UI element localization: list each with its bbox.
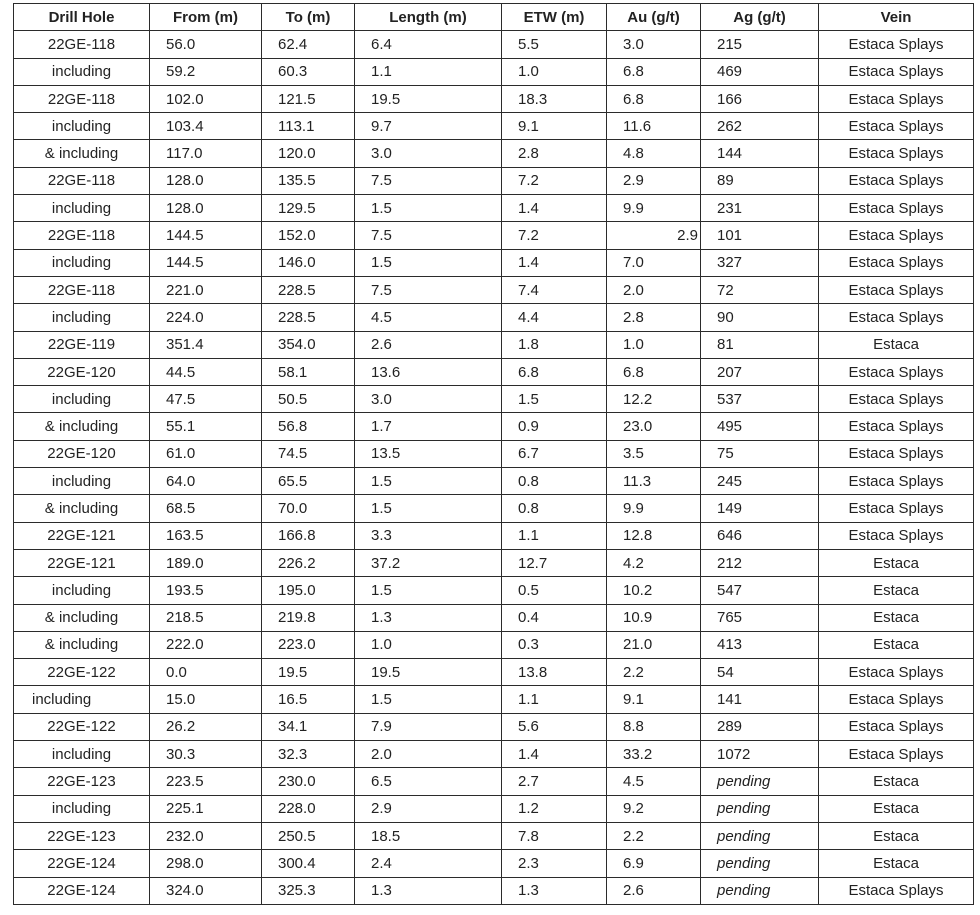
cell-vein: Estaca Splays	[819, 113, 974, 140]
cell-length: 1.3	[355, 604, 502, 631]
table-row	[14, 768, 974, 795]
cell-etw: 0.5	[502, 577, 607, 604]
cell-vein: Estaca	[819, 850, 974, 877]
cell-ag: 231	[701, 195, 819, 222]
cell-vein: Estaca	[819, 604, 974, 631]
cell-ag: 101	[701, 222, 819, 249]
cell-au: 10.9	[607, 604, 701, 631]
cell-to: 129.5	[262, 195, 355, 222]
cell-ag: 166	[701, 85, 819, 112]
table-row	[14, 440, 974, 467]
cell-from: 15.0	[150, 686, 262, 713]
cell-ag: 646	[701, 522, 819, 549]
cell-length: 3.0	[355, 140, 502, 167]
header-length: Length (m)	[355, 4, 502, 31]
cell-etw: 2.8	[502, 140, 607, 167]
cell-from: 223.5	[150, 768, 262, 795]
cell-ag: pending	[701, 822, 819, 849]
cell-etw: 1.4	[502, 741, 607, 768]
cell-to: 113.1	[262, 113, 355, 140]
cell-etw: 2.3	[502, 850, 607, 877]
cell-from: 102.0	[150, 85, 262, 112]
cell-to: 70.0	[262, 495, 355, 522]
cell-to: 230.0	[262, 768, 355, 795]
table-row	[14, 58, 974, 85]
cell-etw: 5.6	[502, 713, 607, 740]
cell-length: 37.2	[355, 549, 502, 576]
table-row	[14, 795, 974, 822]
cell-length: 9.7	[355, 113, 502, 140]
header-vein: Vein	[819, 4, 974, 31]
cell-ag: 537	[701, 386, 819, 413]
cell-to: 62.4	[262, 31, 355, 58]
cell-ag: pending	[701, 877, 819, 904]
cell-au: 11.3	[607, 468, 701, 495]
cell-to: 58.1	[262, 358, 355, 385]
cell-etw: 0.3	[502, 631, 607, 658]
cell-ag: 1072	[701, 741, 819, 768]
cell-au: 2.9	[607, 222, 701, 249]
cell-drill-hole: 22GE-120	[14, 440, 150, 467]
cell-length: 1.5	[355, 195, 502, 222]
cell-etw: 0.8	[502, 468, 607, 495]
cell-from: 117.0	[150, 140, 262, 167]
cell-ag: 212	[701, 549, 819, 576]
cell-length: 3.3	[355, 522, 502, 549]
cell-vein: Estaca Splays	[819, 495, 974, 522]
header-ag: Ag (g/t)	[701, 4, 819, 31]
cell-drill-hole: & including	[14, 413, 150, 440]
cell-from: 64.0	[150, 468, 262, 495]
cell-to: 226.2	[262, 549, 355, 576]
cell-drill-hole: & including	[14, 631, 150, 658]
cell-length: 18.5	[355, 822, 502, 849]
table-row	[14, 276, 974, 303]
cell-au: 3.5	[607, 440, 701, 467]
cell-vein: Estaca	[819, 549, 974, 576]
cell-au: 6.8	[607, 85, 701, 112]
cell-vein: Estaca Splays	[819, 304, 974, 331]
cell-etw: 13.8	[502, 659, 607, 686]
cell-to: 228.0	[262, 795, 355, 822]
cell-au: 4.2	[607, 549, 701, 576]
cell-length: 1.7	[355, 413, 502, 440]
cell-drill-hole: 22GE-118	[14, 31, 150, 58]
table-row	[14, 31, 974, 58]
cell-vein: Estaca	[819, 795, 974, 822]
table-row	[14, 413, 974, 440]
cell-vein: Estaca Splays	[819, 877, 974, 904]
cell-length: 1.0	[355, 631, 502, 658]
cell-drill-hole: including	[14, 249, 150, 276]
cell-au: 9.9	[607, 195, 701, 222]
cell-vein: Estaca	[819, 768, 974, 795]
table-row	[14, 195, 974, 222]
cell-to: 65.5	[262, 468, 355, 495]
cell-drill-hole: including	[14, 386, 150, 413]
cell-to: 250.5	[262, 822, 355, 849]
cell-etw: 18.3	[502, 85, 607, 112]
cell-ag: 81	[701, 331, 819, 358]
cell-vein: Estaca Splays	[819, 58, 974, 85]
cell-ag: 413	[701, 631, 819, 658]
cell-ag: 547	[701, 577, 819, 604]
cell-length: 7.5	[355, 222, 502, 249]
table-row	[14, 850, 974, 877]
cell-ag: pending	[701, 795, 819, 822]
table-row	[14, 549, 974, 576]
cell-ag: 90	[701, 304, 819, 331]
cell-drill-hole: 22GE-119	[14, 331, 150, 358]
cell-au: 21.0	[607, 631, 701, 658]
cell-ag: 54	[701, 659, 819, 686]
cell-drill-hole: 22GE-118	[14, 85, 150, 112]
table-row	[14, 304, 974, 331]
cell-length: 19.5	[355, 85, 502, 112]
assay-results-table	[13, 3, 974, 905]
cell-vein: Estaca Splays	[819, 713, 974, 740]
cell-from: 351.4	[150, 331, 262, 358]
cell-drill-hole: & including	[14, 140, 150, 167]
cell-to: 354.0	[262, 331, 355, 358]
cell-from: 103.4	[150, 113, 262, 140]
cell-ag: 289	[701, 713, 819, 740]
cell-from: 144.5	[150, 222, 262, 249]
cell-drill-hole: 22GE-123	[14, 822, 150, 849]
cell-to: 50.5	[262, 386, 355, 413]
cell-au: 2.0	[607, 276, 701, 303]
cell-drill-hole: including	[14, 795, 150, 822]
cell-drill-hole: 22GE-122	[14, 659, 150, 686]
cell-drill-hole: including	[14, 741, 150, 768]
cell-au: 33.2	[607, 741, 701, 768]
cell-to: 74.5	[262, 440, 355, 467]
cell-au: 4.5	[607, 768, 701, 795]
cell-etw: 0.9	[502, 413, 607, 440]
cell-vein: Estaca Splays	[819, 140, 974, 167]
cell-etw: 6.7	[502, 440, 607, 467]
cell-drill-hole: 22GE-118	[14, 222, 150, 249]
cell-ag: 765	[701, 604, 819, 631]
cell-from: 0.0	[150, 659, 262, 686]
cell-au: 2.2	[607, 822, 701, 849]
table-body	[14, 31, 974, 905]
cell-to: 219.8	[262, 604, 355, 631]
cell-from: 189.0	[150, 549, 262, 576]
cell-vein: Estaca	[819, 631, 974, 658]
cell-ag: 207	[701, 358, 819, 385]
header-au: Au (g/t)	[607, 4, 701, 31]
cell-from: 193.5	[150, 577, 262, 604]
cell-etw: 7.4	[502, 276, 607, 303]
table-row	[14, 140, 974, 167]
cell-vein: Estaca Splays	[819, 85, 974, 112]
cell-vein: Estaca Splays	[819, 686, 974, 713]
cell-to: 120.0	[262, 140, 355, 167]
cell-from: 221.0	[150, 276, 262, 303]
cell-au: 8.8	[607, 713, 701, 740]
cell-to: 228.5	[262, 304, 355, 331]
cell-drill-hole: including	[14, 304, 150, 331]
cell-ag: 149	[701, 495, 819, 522]
cell-etw: 0.4	[502, 604, 607, 631]
cell-au: 12.8	[607, 522, 701, 549]
cell-au: 6.8	[607, 58, 701, 85]
cell-ag: 141	[701, 686, 819, 713]
cell-to: 146.0	[262, 249, 355, 276]
cell-drill-hole: 22GE-124	[14, 877, 150, 904]
cell-vein: Estaca Splays	[819, 358, 974, 385]
cell-vein: Estaca Splays	[819, 249, 974, 276]
cell-au: 9.1	[607, 686, 701, 713]
table-row	[14, 113, 974, 140]
cell-from: 61.0	[150, 440, 262, 467]
cell-length: 1.3	[355, 877, 502, 904]
cell-to: 166.8	[262, 522, 355, 549]
cell-from: 44.5	[150, 358, 262, 385]
cell-etw: 1.1	[502, 686, 607, 713]
cell-au: 6.9	[607, 850, 701, 877]
table-row	[14, 577, 974, 604]
header-from: From (m)	[150, 4, 262, 31]
table-header-row	[14, 4, 974, 31]
cell-to: 34.1	[262, 713, 355, 740]
cell-au: 2.2	[607, 659, 701, 686]
cell-drill-hole: 22GE-118	[14, 167, 150, 194]
cell-ag: 75	[701, 440, 819, 467]
cell-from: 30.3	[150, 741, 262, 768]
cell-length: 13.6	[355, 358, 502, 385]
cell-etw: 9.1	[502, 113, 607, 140]
cell-from: 56.0	[150, 31, 262, 58]
table-row	[14, 631, 974, 658]
cell-etw: 1.4	[502, 249, 607, 276]
cell-etw: 1.8	[502, 331, 607, 358]
cell-vein: Estaca Splays	[819, 386, 974, 413]
cell-to: 19.5	[262, 659, 355, 686]
table-row	[14, 85, 974, 112]
cell-from: 47.5	[150, 386, 262, 413]
cell-etw: 1.5	[502, 386, 607, 413]
cell-from: 224.0	[150, 304, 262, 331]
table-row	[14, 358, 974, 385]
table-row	[14, 249, 974, 276]
cell-ag: pending	[701, 850, 819, 877]
cell-au: 4.8	[607, 140, 701, 167]
cell-from: 144.5	[150, 249, 262, 276]
cell-length: 1.5	[355, 468, 502, 495]
cell-from: 324.0	[150, 877, 262, 904]
cell-length: 1.5	[355, 495, 502, 522]
cell-length: 19.5	[355, 659, 502, 686]
cell-to: 16.5	[262, 686, 355, 713]
cell-vein: Estaca Splays	[819, 167, 974, 194]
cell-vein: Estaca Splays	[819, 31, 974, 58]
cell-ag: 89	[701, 167, 819, 194]
table-row	[14, 522, 974, 549]
header-to: To (m)	[262, 4, 355, 31]
cell-vein: Estaca Splays	[819, 195, 974, 222]
cell-from: 163.5	[150, 522, 262, 549]
cell-etw: 1.3	[502, 877, 607, 904]
cell-ag: 245	[701, 468, 819, 495]
table-row	[14, 877, 974, 904]
cell-to: 135.5	[262, 167, 355, 194]
cell-vein: Estaca Splays	[819, 659, 974, 686]
cell-etw: 7.2	[502, 167, 607, 194]
cell-to: 60.3	[262, 58, 355, 85]
cell-length: 2.9	[355, 795, 502, 822]
cell-au: 2.9	[607, 167, 701, 194]
table-row	[14, 468, 974, 495]
cell-from: 55.1	[150, 413, 262, 440]
cell-ag: 495	[701, 413, 819, 440]
table-row	[14, 167, 974, 194]
cell-length: 3.0	[355, 386, 502, 413]
cell-drill-hole: 22GE-123	[14, 768, 150, 795]
table-row	[14, 822, 974, 849]
table-row	[14, 686, 974, 713]
table-row	[14, 741, 974, 768]
cell-vein: Estaca Splays	[819, 222, 974, 249]
cell-length: 6.4	[355, 31, 502, 58]
cell-length: 13.5	[355, 440, 502, 467]
cell-length: 1.5	[355, 686, 502, 713]
cell-au: 9.2	[607, 795, 701, 822]
cell-etw: 2.7	[502, 768, 607, 795]
cell-ag: 144	[701, 140, 819, 167]
table-row	[14, 495, 974, 522]
cell-from: 68.5	[150, 495, 262, 522]
cell-drill-hole: including	[14, 577, 150, 604]
cell-au: 11.6	[607, 113, 701, 140]
table-row	[14, 713, 974, 740]
cell-etw: 0.8	[502, 495, 607, 522]
cell-etw: 12.7	[502, 549, 607, 576]
cell-to: 152.0	[262, 222, 355, 249]
cell-length: 6.5	[355, 768, 502, 795]
cell-from: 128.0	[150, 167, 262, 194]
cell-ag: 215	[701, 31, 819, 58]
cell-vein: Estaca	[819, 331, 974, 358]
cell-etw: 1.1	[502, 522, 607, 549]
cell-length: 2.6	[355, 331, 502, 358]
cell-drill-hole: including	[14, 686, 150, 713]
cell-from: 26.2	[150, 713, 262, 740]
cell-ag: 262	[701, 113, 819, 140]
cell-length: 4.5	[355, 304, 502, 331]
cell-from: 59.2	[150, 58, 262, 85]
cell-etw: 7.8	[502, 822, 607, 849]
cell-drill-hole: 22GE-124	[14, 850, 150, 877]
cell-drill-hole: 22GE-120	[14, 358, 150, 385]
table-row	[14, 604, 974, 631]
cell-etw: 7.2	[502, 222, 607, 249]
cell-ag: 469	[701, 58, 819, 85]
cell-vein: Estaca Splays	[819, 276, 974, 303]
cell-au: 9.9	[607, 495, 701, 522]
cell-from: 225.1	[150, 795, 262, 822]
cell-au: 23.0	[607, 413, 701, 440]
cell-etw: 1.4	[502, 195, 607, 222]
cell-drill-hole: 22GE-122	[14, 713, 150, 740]
cell-etw: 6.8	[502, 358, 607, 385]
cell-au: 6.8	[607, 358, 701, 385]
cell-to: 223.0	[262, 631, 355, 658]
cell-from: 232.0	[150, 822, 262, 849]
cell-au: 2.6	[607, 877, 701, 904]
cell-drill-hole: including	[14, 58, 150, 85]
cell-vein: Estaca Splays	[819, 440, 974, 467]
cell-ag: 72	[701, 276, 819, 303]
table-row	[14, 659, 974, 686]
header-etw: ETW (m)	[502, 4, 607, 31]
cell-to: 228.5	[262, 276, 355, 303]
cell-to: 300.4	[262, 850, 355, 877]
cell-drill-hole: 22GE-121	[14, 549, 150, 576]
table-row	[14, 331, 974, 358]
cell-length: 7.5	[355, 276, 502, 303]
cell-drill-hole: 22GE-121	[14, 522, 150, 549]
cell-length: 7.5	[355, 167, 502, 194]
cell-length: 2.0	[355, 741, 502, 768]
cell-drill-hole: including	[14, 468, 150, 495]
table-row	[14, 386, 974, 413]
cell-length: 1.5	[355, 249, 502, 276]
cell-etw: 4.4	[502, 304, 607, 331]
cell-length: 1.5	[355, 577, 502, 604]
cell-from: 298.0	[150, 850, 262, 877]
cell-from: 218.5	[150, 604, 262, 631]
cell-to: 32.3	[262, 741, 355, 768]
cell-drill-hole: & including	[14, 604, 150, 631]
table-row	[14, 222, 974, 249]
cell-length: 1.1	[355, 58, 502, 85]
cell-ag: 327	[701, 249, 819, 276]
cell-length: 2.4	[355, 850, 502, 877]
cell-to: 121.5	[262, 85, 355, 112]
cell-vein: Estaca Splays	[819, 522, 974, 549]
cell-drill-hole: & including	[14, 495, 150, 522]
cell-vein: Estaca	[819, 822, 974, 849]
cell-au: 3.0	[607, 31, 701, 58]
cell-au: 7.0	[607, 249, 701, 276]
cell-vein: Estaca	[819, 577, 974, 604]
cell-to: 195.0	[262, 577, 355, 604]
cell-drill-hole: including	[14, 195, 150, 222]
cell-au: 12.2	[607, 386, 701, 413]
cell-vein: Estaca Splays	[819, 468, 974, 495]
cell-au: 10.2	[607, 577, 701, 604]
cell-to: 325.3	[262, 877, 355, 904]
cell-etw: 1.0	[502, 58, 607, 85]
cell-vein: Estaca Splays	[819, 413, 974, 440]
cell-drill-hole: 22GE-118	[14, 276, 150, 303]
cell-au: 2.8	[607, 304, 701, 331]
cell-length: 7.9	[355, 713, 502, 740]
header-drill-hole: Drill Hole	[14, 4, 150, 31]
cell-from: 128.0	[150, 195, 262, 222]
cell-ag: pending	[701, 768, 819, 795]
cell-to: 56.8	[262, 413, 355, 440]
cell-drill-hole: including	[14, 113, 150, 140]
cell-etw: 1.2	[502, 795, 607, 822]
cell-au: 1.0	[607, 331, 701, 358]
cell-vein: Estaca Splays	[819, 741, 974, 768]
cell-from: 222.0	[150, 631, 262, 658]
cell-etw: 5.5	[502, 31, 607, 58]
